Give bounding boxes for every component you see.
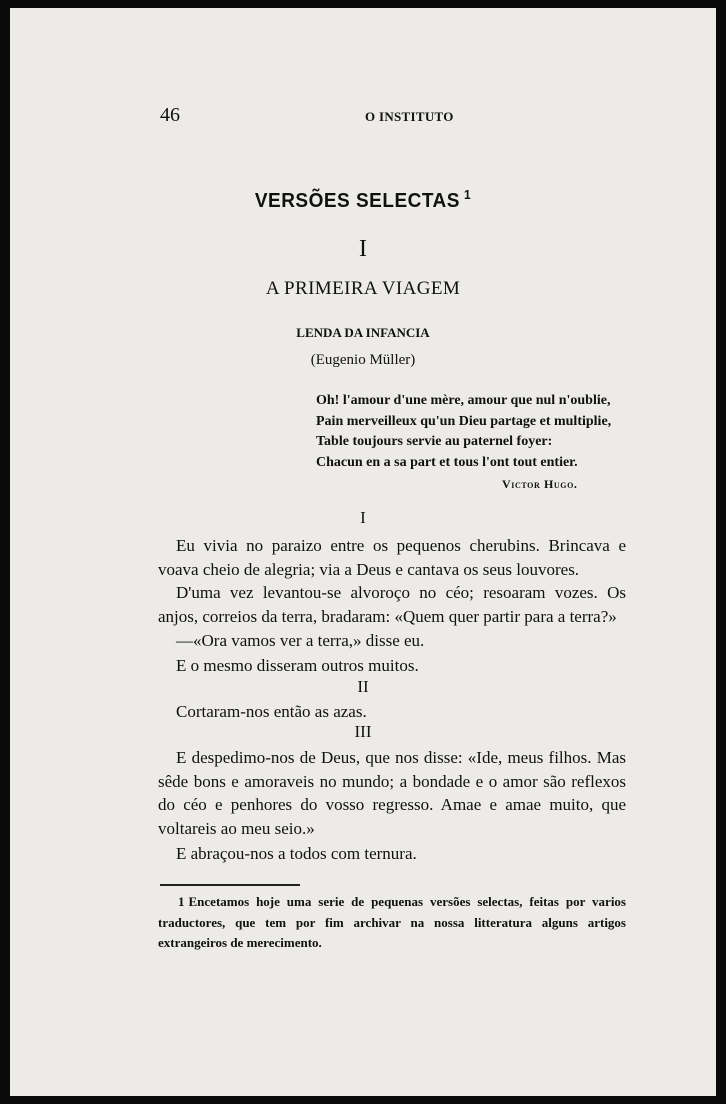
section-numeral: II xyxy=(357,677,369,696)
paragraph: D'uma vez levantou-se alvoroço no céo; resoaram vozes. Os anjos, correios da terra, bradaram: «Quem quer partir para a terra?» xyxy=(158,583,626,626)
story-title: A PRIMEIRA VIAGEM xyxy=(265,278,461,299)
story-author: (Eugenio Müller) xyxy=(310,352,416,368)
footnote-mark: 1 xyxy=(178,894,185,909)
running-head: O INSTITUTO xyxy=(365,109,454,124)
article-title xyxy=(10,187,716,213)
epigraph xyxy=(316,391,611,473)
book-page xyxy=(10,8,716,1096)
paragraph: Cortaram-nos então as azas. xyxy=(176,702,367,721)
footnote-divider xyxy=(160,884,300,886)
section-numeral: III xyxy=(354,722,372,741)
article-title-text: VERSÕES SELECTAS xyxy=(254,189,460,213)
epigraph-line: Chacun en a sa part et tous l'ont tout entier. xyxy=(316,454,578,470)
epigraph-attribution: Victor Hugo. xyxy=(502,477,578,491)
epigraph-line: Pain merveilleux qu'un Dieu partage et multiplie, xyxy=(316,413,612,429)
part-numeral: I xyxy=(359,236,367,262)
page-header xyxy=(160,104,630,134)
title-footnote-mark: 1 xyxy=(463,187,472,203)
epigraph-line: Table toujours servie au paternel foyer: xyxy=(316,434,553,449)
page-number: 46 xyxy=(160,104,180,126)
story-legend: LENDA DA INFANCIA xyxy=(296,325,430,340)
section-numeral: I xyxy=(360,508,366,527)
footnote-text: Encetamos hoje uma serie de pequenas versões selectas, feitas por varios traductores, que tem por fim archivar na nossa litteratura alguns artigos extrangeiros de merecimento. xyxy=(158,894,626,950)
paragraph: —«Ora vamos ver a terra,» disse eu. xyxy=(176,631,425,650)
paragraph: Eu vivia no paraizo entre os pequenos cherubins. Brincava e voava cheio de alegria; via a Deus e cantava os seus louvores. xyxy=(158,536,626,579)
paragraph: E despedimo-nos de Deus, que nos disse: «Ide, meus filhos. Mas sêde bons e amoraveis no mundo; a bondade e o amor são reflexos do céo e penhores do vosso regresso. Amae e amae muito, que voltareis ao meu seio.» xyxy=(158,748,626,838)
epigraph-line: Oh! l'amour d'une mère, amour que nul n'oublie, xyxy=(316,393,611,408)
paragraph: E o mesmo disseram outros muitos. xyxy=(176,656,419,675)
paragraph: E abraçou-nos a todos com ternura. xyxy=(176,844,417,863)
footnote xyxy=(158,892,626,954)
